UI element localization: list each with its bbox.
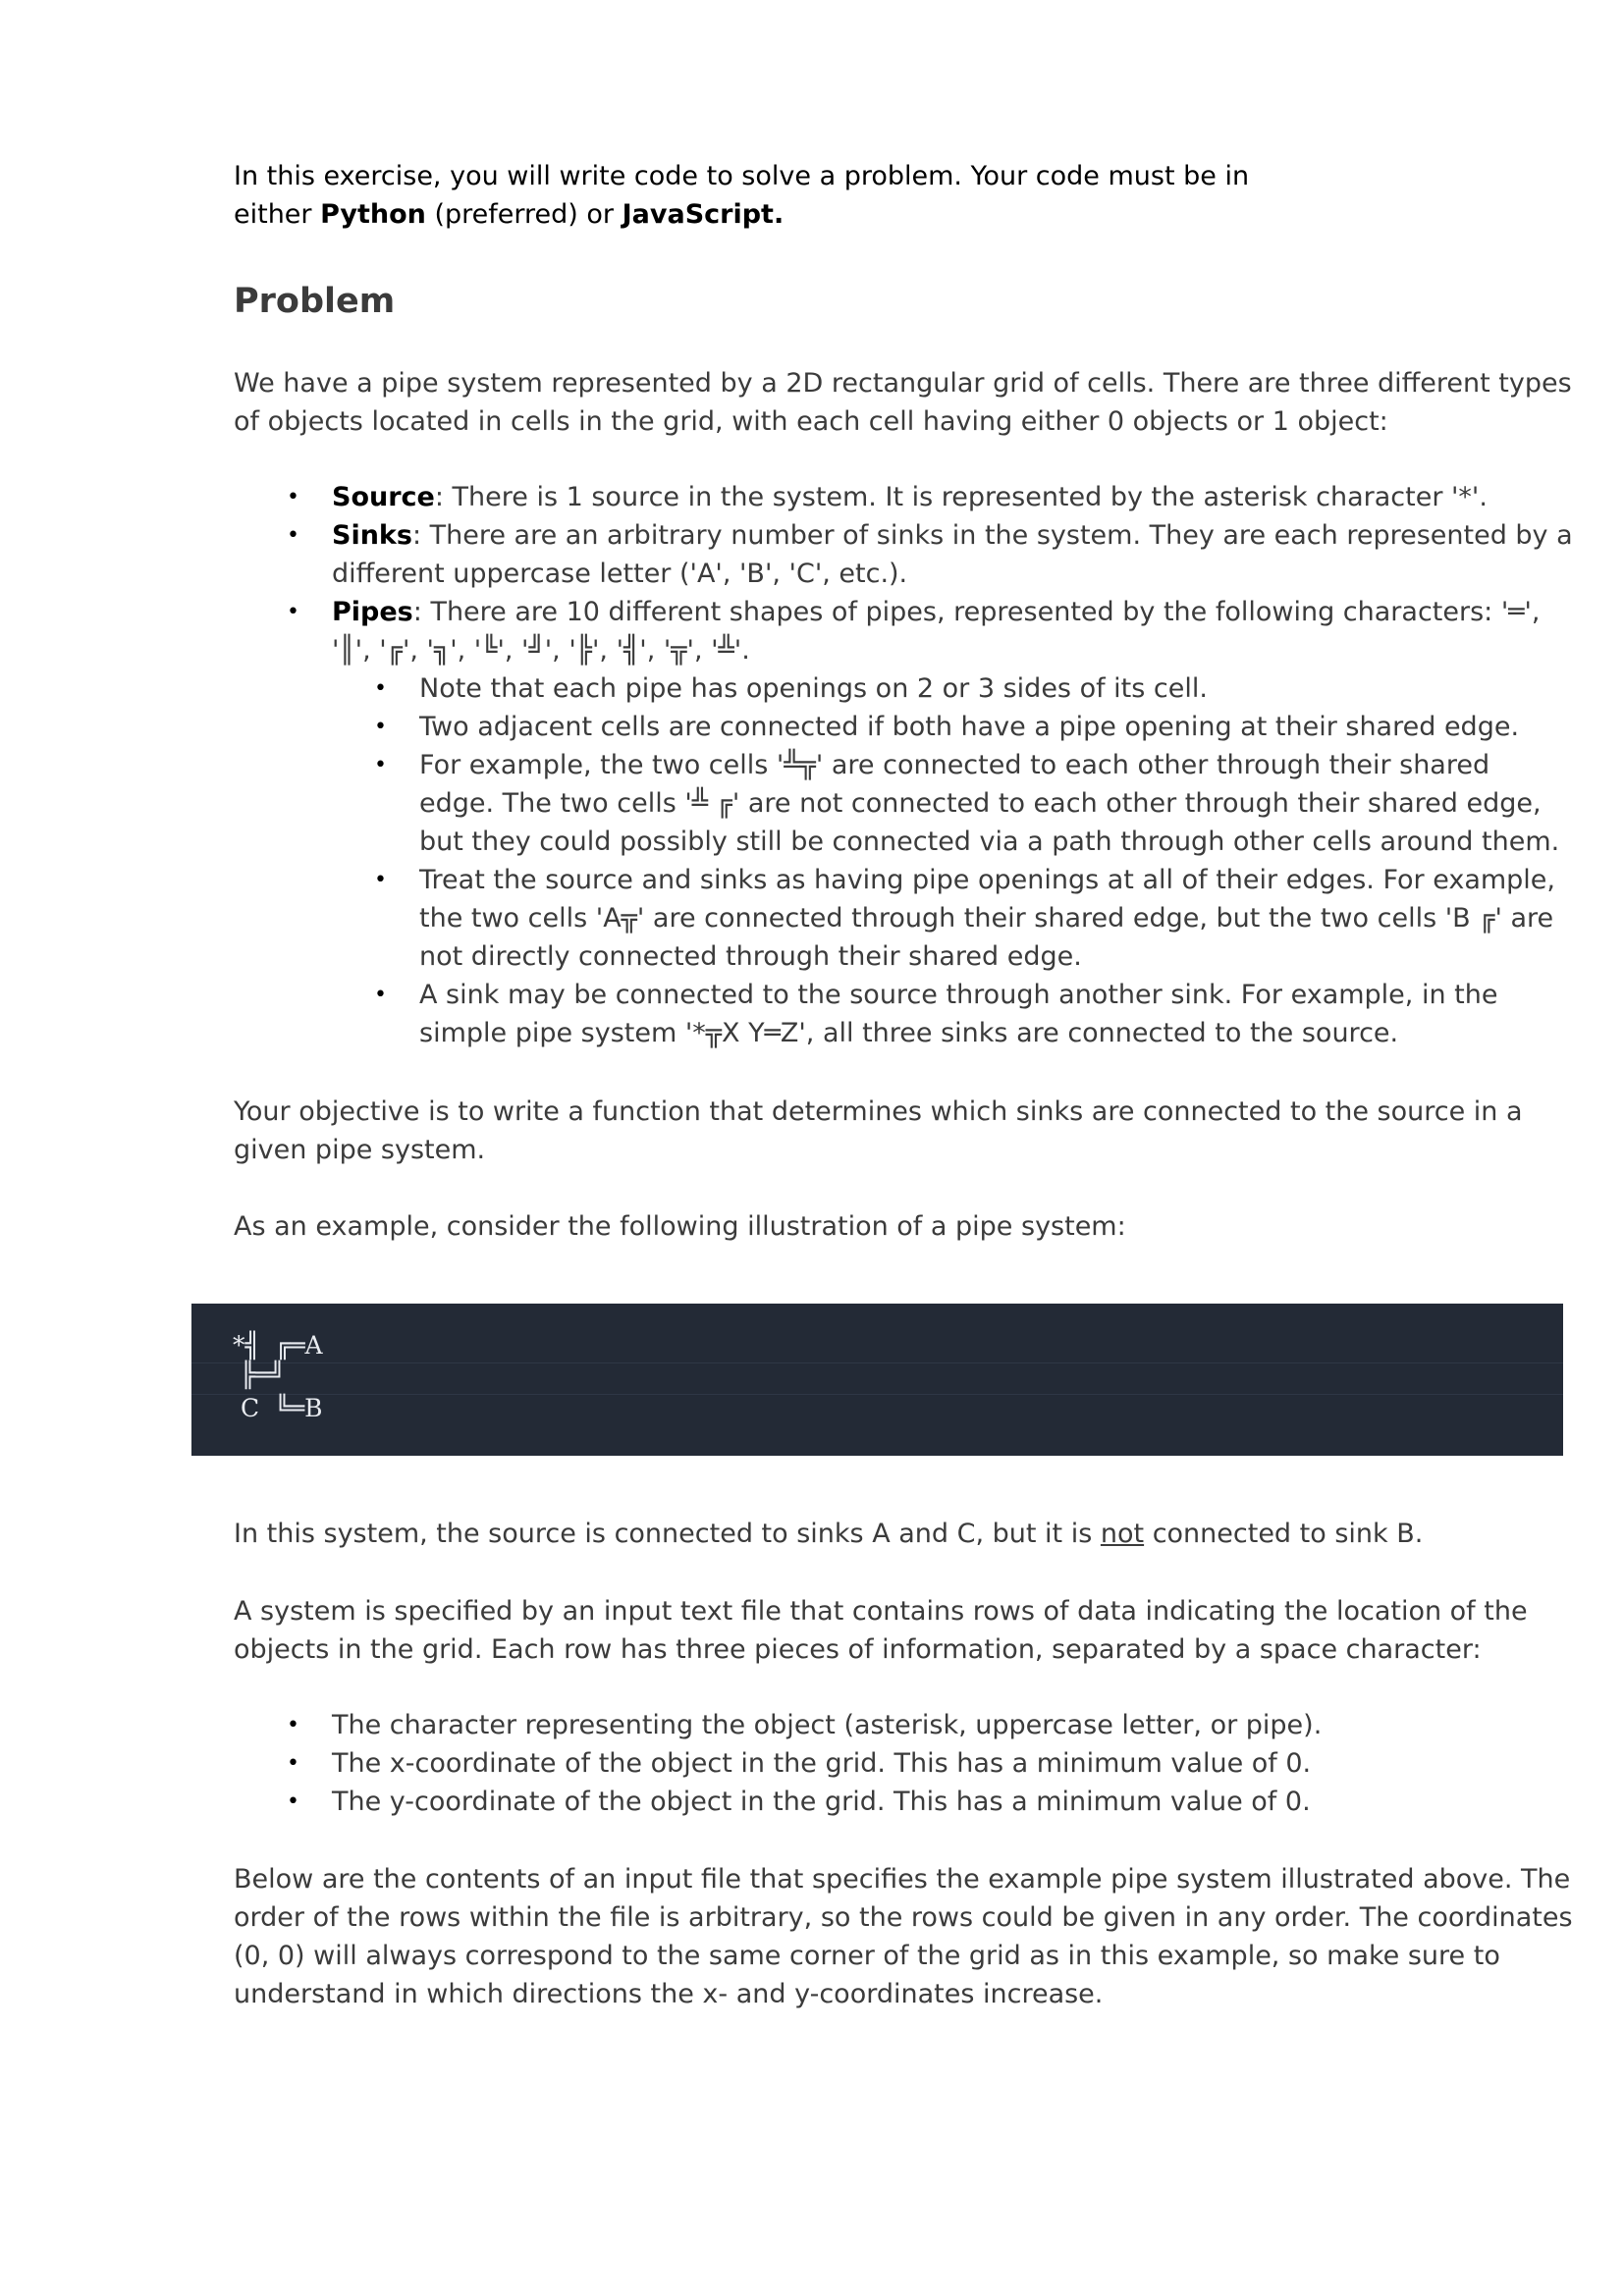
- problem-paragraph: We have a pipe system represented by a 2D rectangular grid of cells. There are three different types of objects located in cells in the grid, with each cell having either 0 objects or 1 object:: [234, 368, 1572, 437]
- bullet: •: [287, 600, 299, 624]
- sub-list-item: • Two adjacent cells are connected if both have a pipe opening at their shared edge.: [419, 708, 1519, 746]
- result-paragraph: In this system, the source is connected to sinks A and C, but it is not connected to sink B.: [234, 1519, 1424, 1549]
- intro-line-1: In this exercise, you will write code to solve a problem. Your code must be in: [234, 161, 1250, 191]
- divider: [191, 1362, 1563, 1363]
- pipe-system-illustration: [191, 1304, 1563, 1456]
- input-spec-paragraph: A system is specified by an input text file that contains rows of data indicating the location of the objects in the grid. Each row has three pieces of information, separated by a space character:: [234, 1596, 1528, 1665]
- list-item-sinks: • Sinks: There are an arbitrary number of sinks in the system. They are each represented by a different uppercase letter ('A', 'B', 'C', etc.).: [332, 516, 1573, 593]
- language-python: Python: [320, 199, 426, 230]
- input-file-paragraph: Below are the contents of an input file that specifies the example pipe system illustrated above. The order of the rows within the file is arbitrary, so the rows could be given in any order. The coordinates (0, 0) will always correspond to the same corner of the grid as in this example, so make sure to understand in which directions the x- and y-coordinates increase.: [234, 1864, 1573, 2009]
- sub-list-item: • Treat the source and sinks as having pipe openings at all of their edges. For example, the two cells 'A╦' are connected through their shared edge, but the two cells 'B ╔' are not directly connected through their shared edge.: [419, 861, 1555, 976]
- example-intro-paragraph: As an example, consider the following illustration of a pipe system:: [234, 1211, 1126, 1242]
- list-item: • The y-coordinate of the object in the grid. This has a minimum value of 0.: [332, 1783, 1311, 1821]
- section-heading: Problem: [234, 282, 396, 321]
- sub-list-item: • A sink may be connected to the source through another sink. For example, in the simple pipe system '*╦X Y═Z', all three sinks are connected to the source.: [419, 976, 1497, 1052]
- code-row-2: ╠═╝: [233, 1361, 286, 1389]
- bullet: •: [374, 676, 387, 701]
- bullet: •: [287, 1713, 299, 1737]
- objective-paragraph: Your objective is to write a function that determines which sinks are connected to the source in a given pipe system.: [234, 1096, 1523, 1165]
- bullet: •: [287, 1751, 299, 1776]
- bullet: •: [374, 753, 387, 777]
- list-item: • The x-coordinate of the object in the grid. This has a minimum value of 0.: [332, 1744, 1311, 1783]
- code-row-1: *╣ ╔═A: [233, 1331, 323, 1360]
- emphasis-not: not: [1100, 1519, 1145, 1549]
- bullet: •: [287, 523, 299, 548]
- list-item-pipes: • Pipes: There are 10 different shapes of pipes, represented by the following characters: '═', '║', '╔', '╗', '╚', '╝', '╠', '╣', '╦', '╩'.: [332, 593, 1541, 669]
- bullet: •: [374, 715, 387, 739]
- list-item-source: • Source: There is 1 source in the system. It is represented by the asterisk character '*'.: [332, 478, 1488, 516]
- code-row-3: C ╚═B: [233, 1394, 323, 1422]
- sub-list-item: • Note that each pipe has openings on 2 or 3 sides of its cell.: [419, 669, 1208, 708]
- divider: [191, 1394, 1563, 1395]
- bullet: •: [374, 983, 387, 1007]
- bullet: •: [287, 1789, 299, 1814]
- intro-paragraph: [234, 157, 1530, 234]
- intro-line-2: either Python (preferred) or JavaScript.: [234, 199, 785, 230]
- bullet: •: [287, 485, 299, 509]
- list-item: • The character representing the object (asterisk, uppercase letter, or pipe).: [332, 1706, 1322, 1744]
- language-javascript: JavaScript.: [622, 199, 785, 230]
- bullet: •: [374, 868, 387, 892]
- sub-list-item: • For example, the two cells '╩╦' are connected to each other through their shared edge. The two cells '╩ ╔' are not connected to each other through their shared edge, but they could possibly still be connected via a path through other cells around them.: [419, 746, 1559, 861]
